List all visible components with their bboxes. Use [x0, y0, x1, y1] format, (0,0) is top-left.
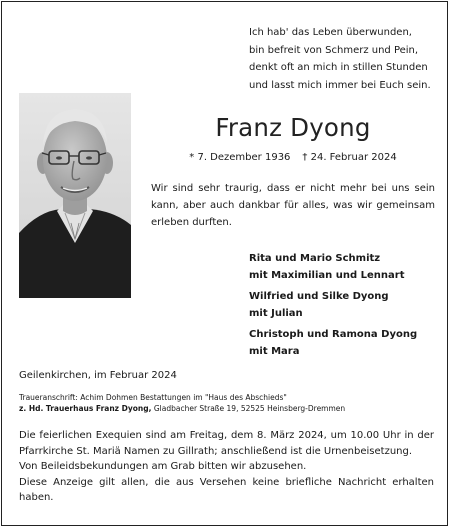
mourning-address: [19, 392, 345, 415]
deceased-name: Franz Dyong: [215, 113, 371, 142]
funeral-notice: [19, 428, 434, 506]
family-entry: [249, 288, 417, 322]
family-names: Wilfried und Silke Dyong: [249, 291, 389, 302]
notice-paragraph: Von Beileidsbekundungen am Grab bitten wir abzusehen.: [19, 461, 307, 473]
poem-line: und lasst mich immer bei Euch sein.: [249, 79, 431, 91]
poem-line: denkt oft an mich in stillen Stunden: [249, 62, 428, 74]
poem-line: Ich hab' das Leben überwunden,: [249, 27, 412, 38]
family-entry: [249, 250, 417, 284]
place-and-date: Geilenkirchen, im Februar 2024: [19, 370, 177, 381]
family-entry: [249, 326, 417, 360]
family-children: mit Mara: [249, 346, 300, 357]
portrait-illustration: [19, 93, 131, 298]
family-children: mit Julian: [249, 308, 303, 319]
family-children: mit Maximilian und Lennart: [249, 270, 405, 281]
life-dates: [150, 152, 436, 163]
birth-date: * 7. Dezember 1936: [189, 152, 291, 163]
notice-paragraph: Diese Anzeige gilt allen, die aus Versehen keine briefliche Nachricht erhalten haben.: [19, 476, 434, 504]
mourning-message: Wir sind sehr traurig, dass er nicht mehr bei uns sein kann, aber auch dankbar für alles, was wir gemeinsam erleben durften.: [151, 183, 435, 229]
family-list: [249, 250, 417, 364]
address-line: Traueranschrift: Achim Dohmen Bestattungen im "Haus des Abschieds": [19, 393, 287, 402]
poem: [249, 24, 431, 94]
family-names: Rita und Mario Schmitz: [249, 253, 381, 264]
family-names: Christoph und Ramona Dyong: [249, 329, 418, 340]
address-street: Gladbacher Straße 19, 52525 Heinsberg-Dremmen: [151, 404, 346, 414]
poem-line: bin befreit von Schmerz und Pein,: [249, 44, 419, 56]
death-date: † 24. Februar 2024: [302, 152, 397, 163]
notice-paragraph: Die feierlichen Exequien sind am Freitag, dem 8. März 2024, um 10.00 Uhr in der Pfarrkirche St. Mariä Namen zu Gillrath; anschließend ist die Urnenbeisetzung.: [19, 430, 434, 457]
portrait-photo: [19, 93, 131, 298]
address-line: [19, 403, 345, 414]
address-recipient: z. Hd. Trauerhaus Franz Dyong,: [19, 404, 152, 414]
